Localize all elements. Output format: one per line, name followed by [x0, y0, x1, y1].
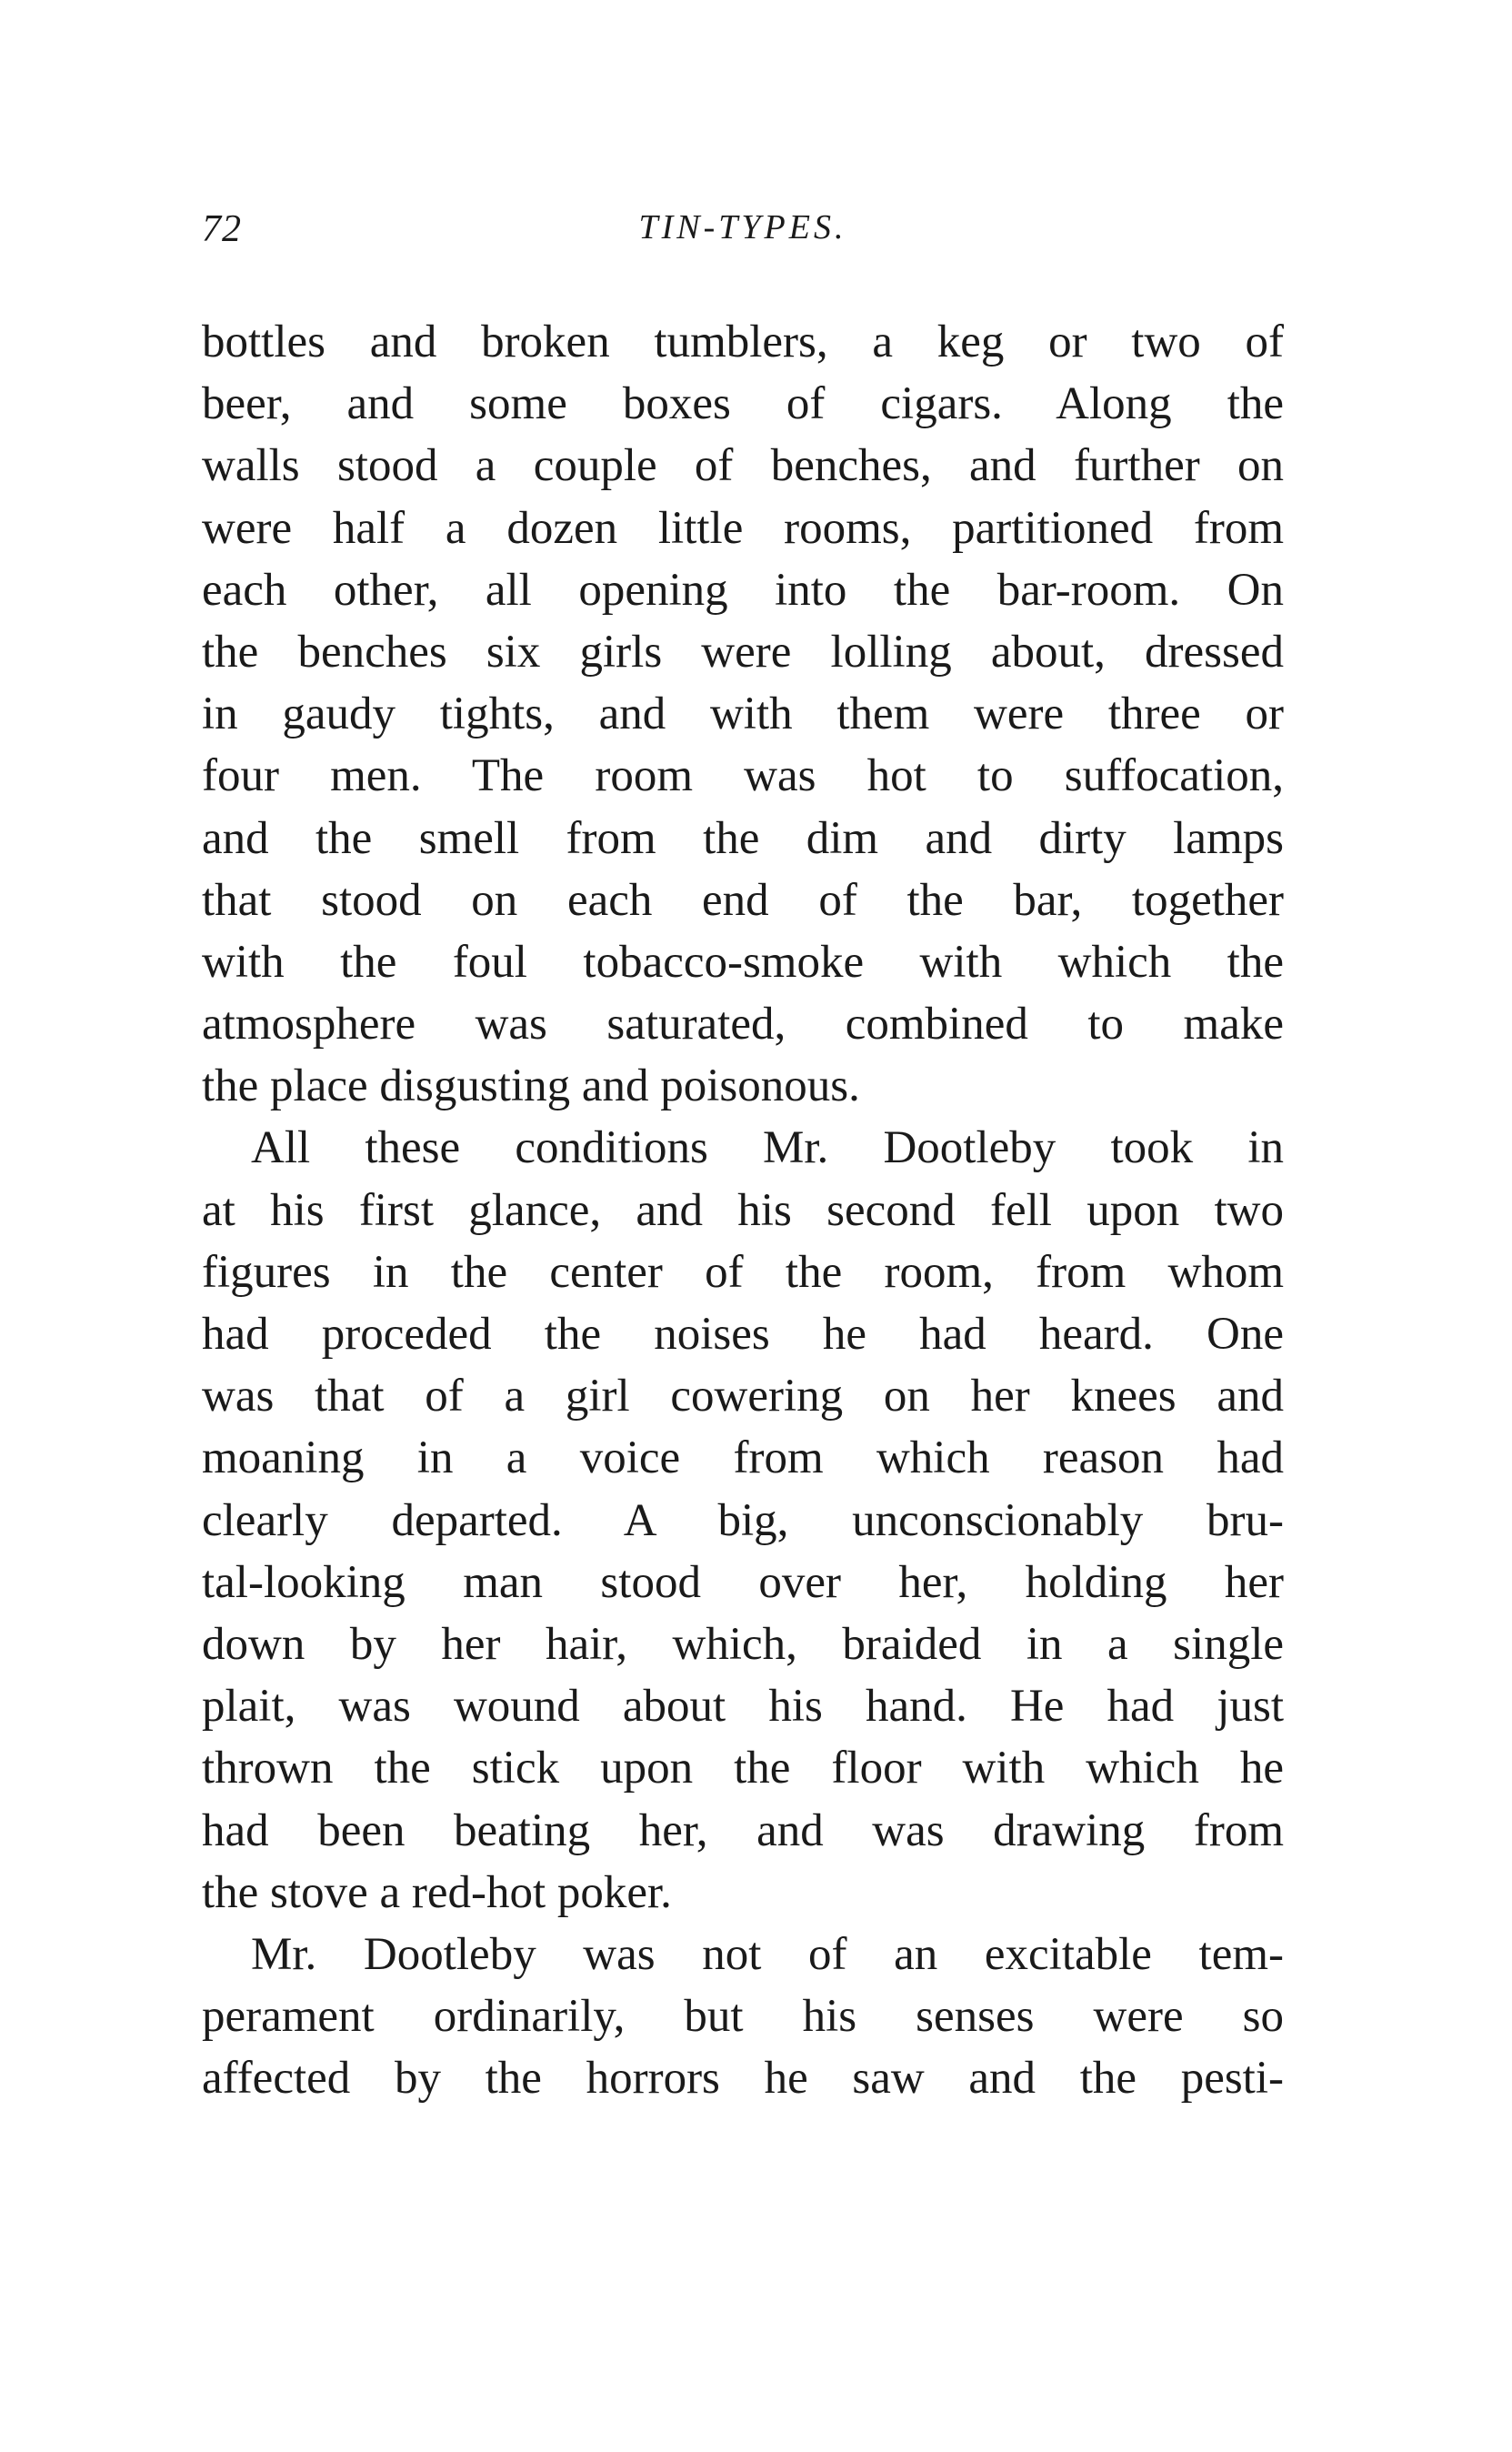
text-line: were half a dozen little rooms, partitioned from [202, 502, 1284, 554]
text-line: and the smell from the dim and dirty lamps [202, 812, 1284, 864]
text-line: four men. The room was hot to suffocation, [202, 750, 1284, 802]
text-line: at his first glance, and his second fell upon two [202, 1184, 1284, 1236]
text-line: had proceded the noises he had heard. One [202, 1309, 1284, 1360]
text-line: was that of a girl cowering on her knees and [202, 1371, 1284, 1422]
text-line: affected by the horrors he saw and the pesti- [202, 2053, 1284, 2105]
running-title: TIN-TYPES. [638, 208, 847, 246]
text-line: figures in the center of the room, from whom [202, 1246, 1284, 1298]
text-line: with the foul tobacco-smoke with which the [202, 936, 1284, 988]
text-line: bottles and broken tumblers, a keg or two of [202, 317, 1284, 367]
running-head [202, 207, 1284, 262]
text-line: atmosphere was saturated, combined to make [202, 999, 1284, 1050]
text-line: thrown the stick upon the floor with which he [202, 1743, 1284, 1794]
text-line: each other, all opening into the bar-room. On [202, 564, 1284, 616]
text-line: down by her hair, which, braided in a single [202, 1618, 1284, 1670]
text-line: the benches six girls were lolling about, dressed [202, 626, 1284, 678]
text-line: walls stood a couple of benches, and further on [202, 440, 1284, 492]
text-line: that stood on each end of the bar, together [202, 874, 1284, 926]
text-line: perament ordinarily, but his senses were so [202, 1991, 1284, 2043]
text-line: the place disgusting and poisonous. [202, 1060, 860, 1112]
text-line: moaning in a voice from which reason had [202, 1432, 1284, 1484]
text-line: the stove a red-hot poker. [202, 1866, 672, 1918]
text-line: tal-looking man stood over her, holding her [202, 1556, 1284, 1608]
text-line: All these conditions Mr. Dootleby took in [251, 1122, 1284, 1174]
text-line: Mr. Dootleby was not of an excitable tem- [251, 1928, 1284, 1980]
text-line: plait, was wound about his hand. He had just [202, 1681, 1284, 1733]
text-line: in gaudy tights, and with them were three or [202, 688, 1284, 740]
page-number: 72 [202, 208, 242, 250]
body-text [202, 311, 1284, 2109]
text-line: had been beating her, and was drawing from [202, 1804, 1284, 1856]
text-line: beer, and some boxes of cigars. Along the [202, 378, 1284, 430]
text-line: clearly departed. A big, unconscionably bru- [202, 1494, 1284, 1546]
